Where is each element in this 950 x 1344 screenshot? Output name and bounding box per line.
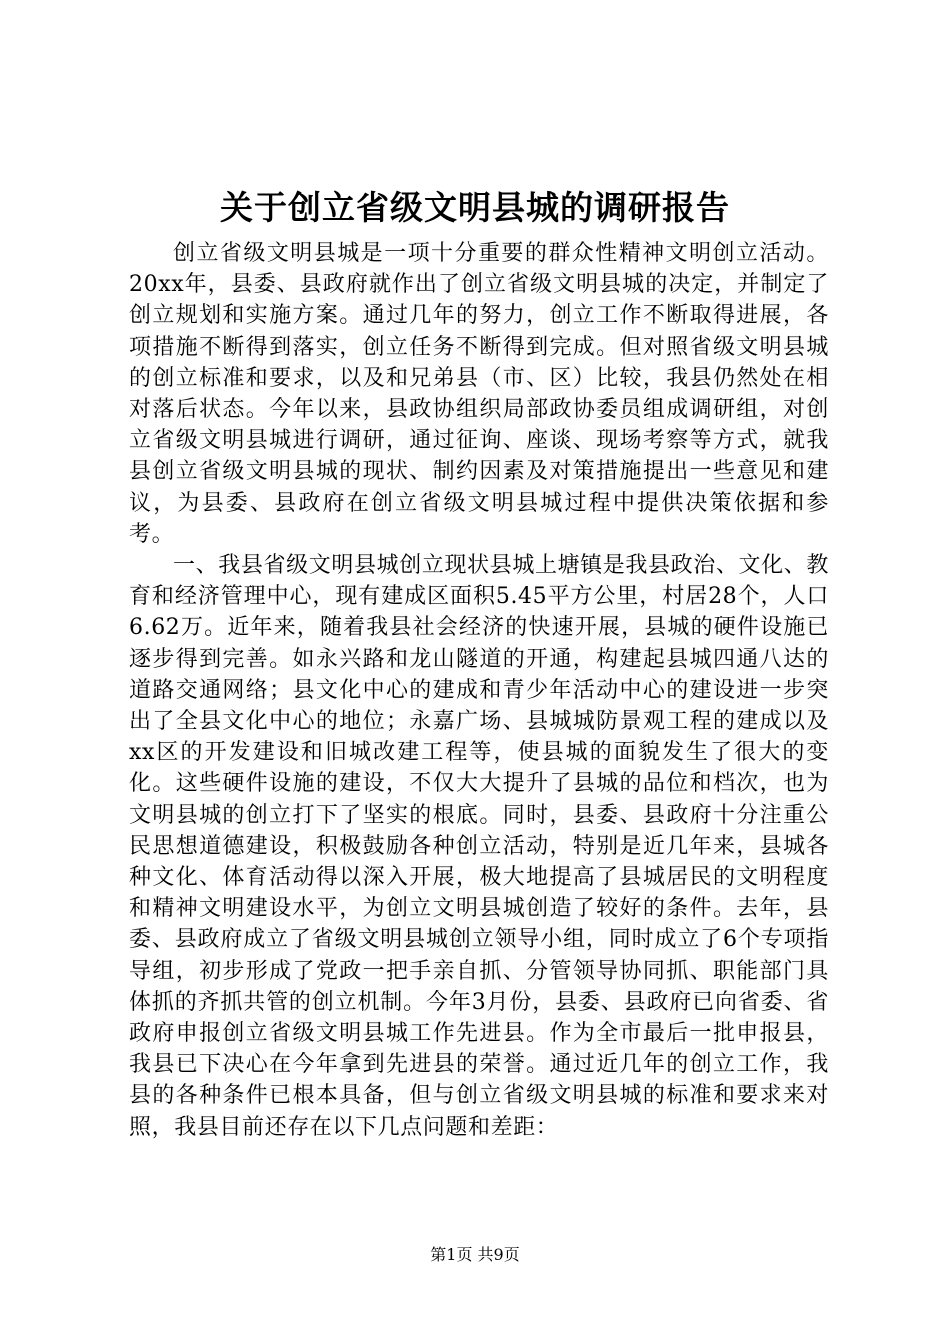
page-number-footer: 第1页 共9页 bbox=[430, 1245, 520, 1264]
document-title: 关于创立省级文明县城的调研报告 bbox=[220, 188, 730, 227]
document-body bbox=[129, 238, 829, 1143]
paragraph-intro: 创立省级文明县城是一项十分重要的群众性精神文明创立活动。20xx年，县委、县政府就作出了创立省级文明县城的决定，并制定了创立规划和实施方案。通过几年的努力，创立工作不断取得进展，各项措施不断得到落实，创立任务不断得到完成。但对照省级文明县城的创立标准和要求，以及和兄弟县（市、区）比较，我县仍然处在相对落后状态。今年以来，县政协组织局部政协委员组成调研组，对创立省级文明县城进行调研，通过征询、座谈、现场考察等方式，就我县创立省级文明县城的现状、制约因素及对策措施提出一些意见和建议，为县委、县政府在创立省级文明县城过程中提供决策依据和参考。 bbox=[129, 241, 829, 547]
paragraph-section-one: 一、我县省级文明县城创立现状县城上塘镇是我县政治、文化、教育和经济管理中心，现有建成区面积5.45平方公里，村居28个，人口6.62万。近年来，随着我县社会经济的快速开展，县城的硬件设施已逐步得到完善。如永兴路和龙山隧道的开通，构建起县城四通八达的道路交通网络；县文化中心的建成和青少年活动中心的建设进一步突出了全县文化中心的地位；永嘉广场、县城城防景观工程的建成以及xx区的开发建设和旧城改建工程等，使县城的面貌发生了很大的变化。这些硬件设施的建设，不仅大大提升了县城的品位和档次，也为文明县城的创立打下了坚实的根底。同时，县委、县政府十分注重公民思想道德建设，积极鼓励各种创立活动，特别是近几年来，县城各种文化、体育活动得以深入开展，极大地提高了县城居民的文明程度和精神文明建设水平，为创立文明县城创造了较好的条件。去年，县委、县政府成立了省级文明县城创立领导小组，同时成立了6个专项指导组，初步形成了党政一把手亲自抓、分管领导协同抓、职能部门具体抓的齐抓共管的创立机制。今年3月份，县委、县政府已向省委、省政府申报创立省级文明县城工作先进县。作为全市最后一批申报县，我县已下决心在今年拿到先进县的荣誉。通过近几年的创立工作，我县的各种条件已根本具备，但与创立省级文明县城的标准和要求来对照，我县目前还存在以下几点问题和差距： bbox=[129, 553, 829, 1140]
